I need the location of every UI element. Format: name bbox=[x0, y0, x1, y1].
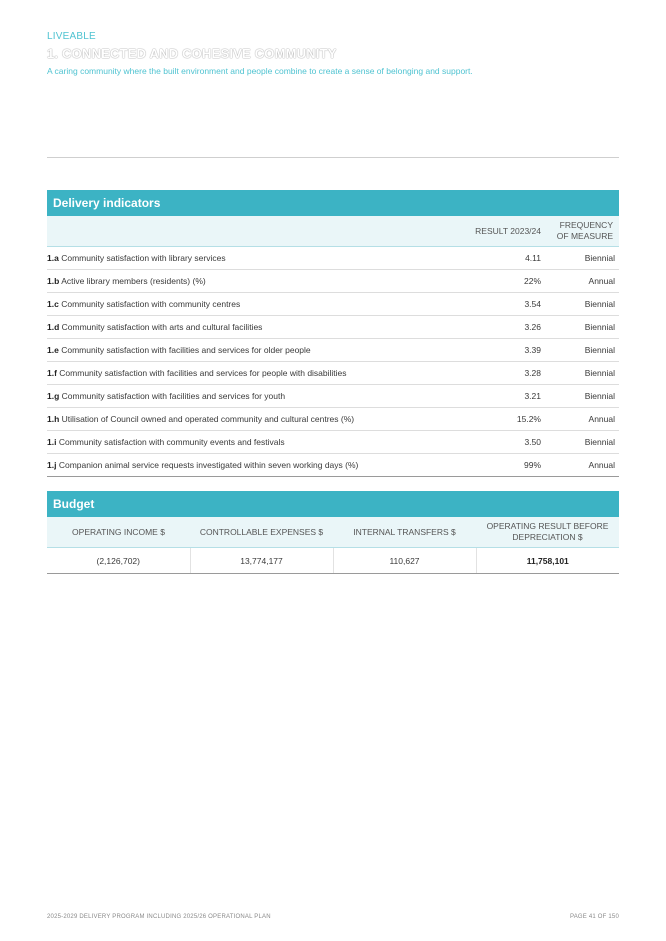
indicator-name bbox=[47, 316, 467, 339]
footer-page-number: PAGE 41 OF 150 bbox=[569, 914, 619, 920]
indicator-result: 3.28 bbox=[467, 362, 547, 385]
indicator-code: 1.j bbox=[47, 460, 57, 470]
indicator-text: Community satisfaction with arts and cultural facilities bbox=[61, 322, 263, 332]
indicator-frequency: Biennial bbox=[547, 247, 619, 270]
internal-transfers-value: 110,627 bbox=[333, 548, 476, 574]
delivery-indicators-section bbox=[47, 190, 619, 477]
delivery-indicators-body bbox=[47, 247, 619, 477]
indicator-result: 3.21 bbox=[467, 385, 547, 408]
budget-table bbox=[47, 517, 619, 574]
indicator-name bbox=[47, 454, 467, 477]
indicator-name bbox=[47, 270, 467, 293]
table-row bbox=[47, 247, 619, 270]
indicator-text: Community satisfaction with community centres bbox=[61, 299, 241, 309]
indicator-name bbox=[47, 247, 467, 270]
indicator-code: 1.i bbox=[47, 437, 57, 447]
table-row bbox=[47, 316, 619, 339]
table-row bbox=[47, 270, 619, 293]
indicator-result: 3.54 bbox=[467, 293, 547, 316]
indicator-result: 3.39 bbox=[467, 339, 547, 362]
table-row bbox=[47, 454, 619, 477]
delivery-indicators-heading: Delivery indicators bbox=[47, 190, 619, 216]
indicator-code: 1.b bbox=[47, 276, 60, 286]
indicator-result: 3.26 bbox=[467, 316, 547, 339]
indicator-name bbox=[47, 339, 467, 362]
indicator-code: 1.d bbox=[47, 322, 60, 332]
budget-col-operating-result: OPERATING RESULT BEFORE DEPRECIATION $ bbox=[476, 517, 619, 548]
budget-col-internal-transfers: INTERNAL TRANSFERS $ bbox=[333, 517, 476, 548]
operating-income-value: (2,126,702) bbox=[47, 548, 190, 574]
table-row bbox=[47, 362, 619, 385]
footer-document-title: 2025-2029 DELIVERY PROGRAM INCLUDING 2025/26 OPERATIONAL PLAN bbox=[47, 914, 271, 920]
budget-heading: Budget bbox=[47, 491, 619, 517]
indicator-name bbox=[47, 431, 467, 454]
indicator-result: 3.50 bbox=[467, 431, 547, 454]
indicator-text: Utilisation of Council owned and operated community and cultural centres (%) bbox=[61, 414, 355, 424]
indicator-frequency: Annual bbox=[547, 408, 619, 431]
indicator-frequency: Biennial bbox=[547, 339, 619, 362]
table-row bbox=[47, 408, 619, 431]
indicator-frequency: Biennial bbox=[547, 293, 619, 316]
delivery-indicators-table bbox=[47, 216, 619, 477]
indicator-text: Community satisfaction with community events and festivals bbox=[58, 437, 285, 447]
indicator-frequency: Biennial bbox=[547, 431, 619, 454]
indicator-text: Community satisfaction with library services bbox=[61, 253, 226, 263]
indicator-code: 1.e bbox=[47, 345, 59, 355]
budget-col-operating-income: OPERATING INCOME $ bbox=[47, 517, 190, 548]
indicator-frequency: Annual bbox=[547, 270, 619, 293]
indicator-result: 15.2% bbox=[467, 408, 547, 431]
operating-result-value: 11,758,101 bbox=[476, 548, 619, 574]
table-row bbox=[47, 339, 619, 362]
indicator-frequency: Annual bbox=[547, 454, 619, 477]
indicator-code: 1.c bbox=[47, 299, 59, 309]
controllable-expenses-value: 13,774,177 bbox=[190, 548, 333, 574]
table-row bbox=[47, 385, 619, 408]
indicator-text: Community satisfaction with facilities and services for people with disabilities bbox=[59, 368, 347, 378]
indicator-result: 99% bbox=[467, 454, 547, 477]
indicator-text: Community satisfaction with facilities and services for older people bbox=[61, 345, 311, 355]
table-row bbox=[47, 548, 619, 574]
budget-section bbox=[47, 491, 619, 574]
page-header bbox=[47, 31, 626, 77]
indicator-name bbox=[47, 385, 467, 408]
indicator-frequency: Biennial bbox=[547, 316, 619, 339]
indicator-text: Active library members (residents) (%) bbox=[61, 276, 206, 286]
indicator-result: 22% bbox=[467, 270, 547, 293]
section-label: LIVEABLE bbox=[47, 31, 96, 42]
budget-col-controllable-expenses: CONTROLLABLE EXPENSES $ bbox=[190, 517, 333, 548]
page-title: 1. CONNECTED AND COHESIVE COMMUNITY bbox=[47, 46, 337, 61]
table-header-row bbox=[47, 517, 619, 548]
indicator-text: Community satisfaction with facilities and services for youth bbox=[61, 391, 286, 401]
indicator-text: Companion animal service requests investigated within seven working days (%) bbox=[58, 460, 359, 470]
indicator-result: 4.11 bbox=[467, 247, 547, 270]
table-row bbox=[47, 431, 619, 454]
indicator-frequency: Biennial bbox=[547, 362, 619, 385]
indicator-code: 1.h bbox=[47, 414, 60, 424]
page-subtitle: A caring community where the built environment and people combine to create a sense of belonging and support. bbox=[47, 66, 473, 76]
indicator-code: 1.f bbox=[47, 368, 57, 378]
table-row bbox=[47, 293, 619, 316]
header-divider bbox=[47, 157, 619, 158]
indicator-frequency: Biennial bbox=[547, 385, 619, 408]
frequency-column-header: FREQUENCY OF MEASURE bbox=[547, 216, 619, 247]
indicator-code: 1.a bbox=[47, 253, 59, 263]
indicator-name bbox=[47, 408, 467, 431]
result-column-header: RESULT 2023/24 bbox=[467, 216, 547, 247]
blank-header bbox=[47, 216, 467, 247]
indicator-name bbox=[47, 362, 467, 385]
table-header-row bbox=[47, 216, 619, 247]
indicator-code: 1.g bbox=[47, 391, 60, 401]
indicator-name bbox=[47, 293, 467, 316]
